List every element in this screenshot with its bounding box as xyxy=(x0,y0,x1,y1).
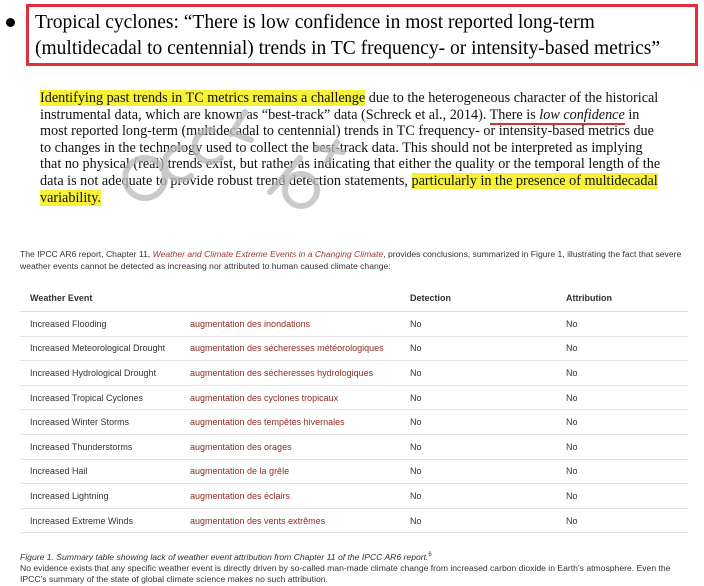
header-spacer xyxy=(190,285,400,312)
report-excerpt xyxy=(40,90,690,206)
intro-text: , provides conclusions, summarized in Figure 1, illustrating the fact that severe weather events cannot be detected as increasing nor attributed to human caused climate change: xyxy=(20,249,682,271)
attribution-cell: No xyxy=(556,410,688,435)
excerpt-underline xyxy=(490,107,625,125)
excerpt-line-3: most reported long-term (multidecadal to centennial) trends in TC frequency- or intensity-based metrics due xyxy=(40,123,654,140)
table-row xyxy=(20,336,688,361)
attribution-cell: No xyxy=(556,312,688,337)
table-row xyxy=(20,312,688,337)
attribution-cell: No xyxy=(556,484,688,509)
caption-text: No evidence exists that any specific weather event is directly driven by so-called man-made climate change from increased carbon dioxide in Earth’s atmosphere. Even the IPCC’s summary of the state of global climate science makes no such attribution. xyxy=(20,562,671,584)
headline-box xyxy=(26,4,698,66)
table-row xyxy=(20,361,688,386)
french-annotation: augmentation des vents extrêmes xyxy=(190,508,400,533)
excerpt-text: in xyxy=(624,106,640,123)
excerpt-highlight: particularly in the presence of multidecadal xyxy=(411,172,658,189)
french-annotation: augmentation des cyclones tropicaux xyxy=(190,385,400,410)
excerpt-line-5: that no physical (real) trends exist, but rather as indicating that either the quality or the temporal length of the xyxy=(40,156,661,173)
detection-cell: No xyxy=(400,434,556,459)
french-annotation: augmentation des sécheresses hydrologiques xyxy=(190,361,400,386)
event-cell: Increased Thunderstorms xyxy=(20,434,190,459)
table-row xyxy=(20,410,688,435)
french-annotation: augmentation des orages xyxy=(190,434,400,459)
excerpt-line-4: to changes in the technology used to collect the best-track data. This should not be interpreted as implying xyxy=(40,139,643,156)
table-row xyxy=(20,508,688,533)
french-annotation: augmentation des sécheresses météorologiques xyxy=(190,336,400,361)
excerpt-line-7 xyxy=(40,190,690,207)
attribution-cell: No xyxy=(556,361,688,386)
event-cell: Increased Hail xyxy=(20,459,190,484)
weather-event-table xyxy=(20,285,688,533)
event-cell: Increased Hydrological Drought xyxy=(20,361,190,386)
excerpt-line-6 xyxy=(40,173,690,190)
table-row xyxy=(20,434,688,459)
figure-title: Figure 1. Summary table showing lack of weather event attribution from Chapter 11 of the IPCC AR6 report. xyxy=(20,551,429,562)
attribution-cell: No xyxy=(556,434,688,459)
event-cell: Increased Flooding xyxy=(20,312,190,337)
table-row xyxy=(20,459,688,484)
headline-line-1: Tropical cyclones: “There is low confidence in most reported long-term xyxy=(35,12,595,33)
footnote-ref[interactable]: 6 xyxy=(428,552,432,558)
excerpt-text: data is not adequate to provide robust trend detection statements, xyxy=(40,172,412,189)
detection-cell: No xyxy=(400,312,556,337)
excerpt-text: instrumental data, which are known as “best-track” data (Schreck et al., 2014). xyxy=(40,106,490,123)
headline-line-2: (multidecadal to centennial) trends in TC frequency- or intensity-based metrics” xyxy=(35,38,661,59)
event-cell: Increased Tropical Cyclones xyxy=(20,385,190,410)
figure-caption xyxy=(20,550,690,585)
detection-cell: No xyxy=(400,385,556,410)
event-cell: Increased Lightning xyxy=(20,484,190,509)
intro-paragraph xyxy=(20,248,690,272)
intro-text: The IPCC AR6 report, Chapter 11, xyxy=(20,249,153,259)
bullet-icon xyxy=(6,18,15,27)
french-annotation: augmentation des tempêtes hivernales xyxy=(190,410,400,435)
detection-cell: No xyxy=(400,336,556,361)
detection-cell: No xyxy=(400,410,556,435)
table-row xyxy=(20,385,688,410)
header-detection: Detection xyxy=(400,285,556,312)
table-row xyxy=(20,484,688,509)
french-annotation: augmentation des éclairs xyxy=(190,484,400,509)
excerpt-text: There is xyxy=(489,106,540,123)
excerpt-highlight: Identifying past trends in TC metrics remains a challenge xyxy=(40,90,366,106)
report-link[interactable]: Weather and Climate Extreme Events in a Changing Climate xyxy=(152,249,384,259)
attribution-cell: No xyxy=(556,336,688,361)
attribution-cell: No xyxy=(556,459,688,484)
excerpt-emphasis: low confidence xyxy=(539,106,625,123)
headline-row xyxy=(6,4,704,74)
table-header-row xyxy=(20,285,688,312)
excerpt-line-1 xyxy=(40,90,690,107)
detection-cell: No xyxy=(400,508,556,533)
event-cell: Increased Extreme Winds xyxy=(20,508,190,533)
event-cell: Increased Meteorological Drought xyxy=(20,336,190,361)
excerpt-highlight: variability. xyxy=(40,189,101,206)
event-cell: Increased Winter Storms xyxy=(20,410,190,435)
excerpt-text: due to the heterogeneous character of the historical xyxy=(365,90,659,106)
detection-cell: No xyxy=(400,361,556,386)
detection-cell: No xyxy=(400,484,556,509)
attribution-cell: No xyxy=(556,508,688,533)
french-annotation: augmentation de la grêle xyxy=(190,459,400,484)
french-annotation: augmentation des inondations xyxy=(190,312,400,337)
header-weather-event: Weather Event xyxy=(20,285,190,312)
excerpt-line-2 xyxy=(40,107,690,124)
header-attribution: Attribution xyxy=(556,285,688,312)
detection-cell: No xyxy=(400,459,556,484)
attribution-cell: No xyxy=(556,385,688,410)
